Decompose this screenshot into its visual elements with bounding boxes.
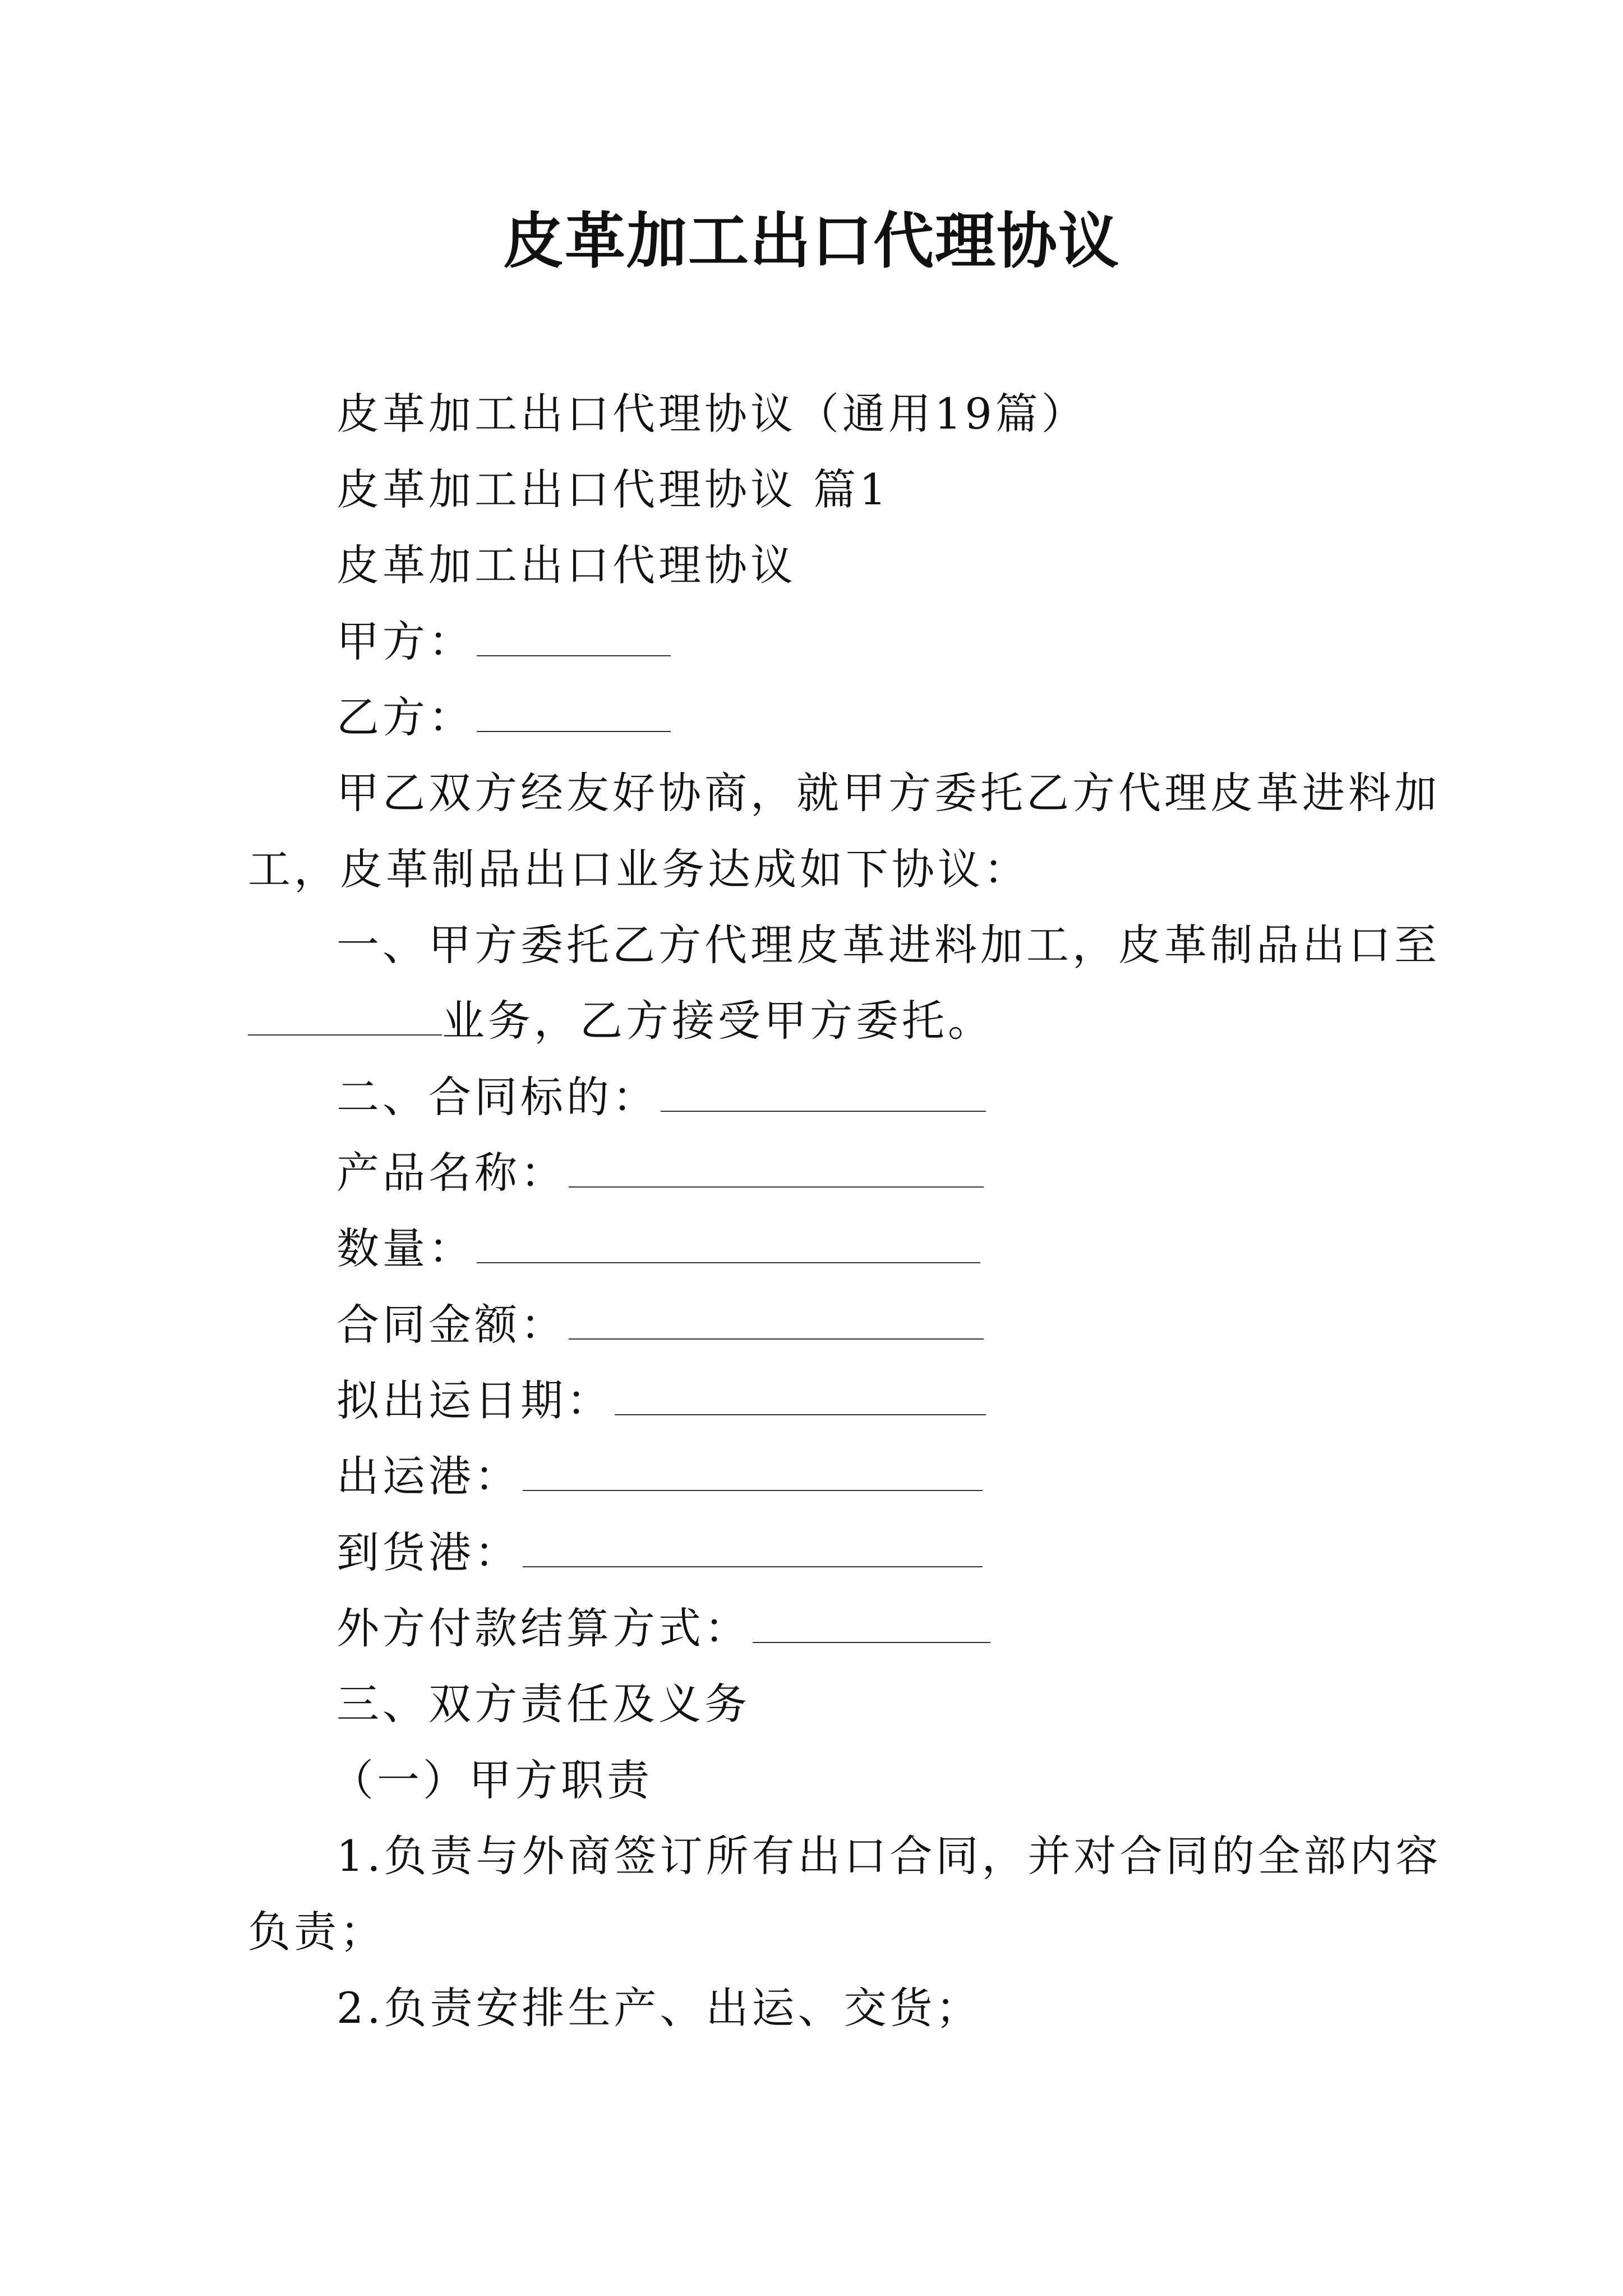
payment-method-line xyxy=(336,1600,990,1657)
port-of-arrival-label: 到货港： xyxy=(336,1527,520,1577)
shipping-date-blank xyxy=(615,1378,986,1415)
agreement-name: 皮革加工出口代理协议 xyxy=(336,540,796,590)
party-a-label: 甲方： xyxy=(336,616,474,666)
payment-method-blank xyxy=(753,1606,990,1643)
paragraph-line: 工，皮革制品出口业务达成如下协议： xyxy=(248,844,1030,894)
product-name-blank xyxy=(569,1151,984,1188)
shipping-date-line xyxy=(336,1373,986,1429)
list-item: 1.负责与外商签订所有出口合同，并对合同的全部内容 xyxy=(336,1831,1442,1881)
payment-method-label: 外方付款结算方式： xyxy=(336,1603,750,1653)
contract-subject-line xyxy=(336,1069,986,1125)
quantity-blank xyxy=(477,1226,980,1263)
paragraph-line: 一、甲方委托乙方代理皮革进料加工，皮革制品出口至 xyxy=(336,920,1440,970)
party-b-label: 乙方： xyxy=(336,692,474,742)
contract-subject-label: 二、合同标的： xyxy=(336,1072,658,1122)
quantity-line xyxy=(336,1221,980,1277)
party-b-blank xyxy=(477,695,671,732)
contract-amount-blank xyxy=(569,1303,984,1340)
port-of-shipment-line xyxy=(336,1448,983,1504)
port-of-arrival-line xyxy=(336,1525,983,1581)
list-item: 2.负责安排生产、出运、交货； xyxy=(336,1983,982,2033)
section-heading: 皮革加工出口代理协议 篇1 xyxy=(336,464,890,514)
destination-line xyxy=(248,993,994,1049)
destination-blank xyxy=(248,999,442,1036)
party-b-line xyxy=(336,689,671,746)
party-a-blank xyxy=(477,619,671,656)
contract-subject-blank xyxy=(661,1075,986,1112)
product-name-label: 产品名称： xyxy=(336,1148,566,1198)
section-heading: 三、双方责任及义务 xyxy=(336,1679,750,1729)
port-of-shipment-blank xyxy=(523,1454,983,1491)
party-a-line xyxy=(336,614,671,670)
product-name-line xyxy=(336,1145,984,1201)
quantity-label: 数量： xyxy=(336,1223,474,1273)
subsection-heading: （一）甲方职责 xyxy=(331,1755,653,1805)
port-of-arrival-blank xyxy=(523,1530,983,1567)
destination-text: 业务，乙方接受甲方委托。 xyxy=(442,996,994,1046)
contract-amount-label: 合同金额： xyxy=(336,1300,566,1350)
port-of-shipment-label: 出运港： xyxy=(336,1451,520,1501)
shipping-date-label: 拟出运日期： xyxy=(336,1375,612,1425)
list-item-continuation: 负责； xyxy=(248,1907,386,1957)
document-title: 皮革加工出口代理协议 xyxy=(502,206,1120,277)
subtitle-line: 皮革加工出口代理协议（通用19篇） xyxy=(336,389,1087,439)
contract-amount-line xyxy=(336,1297,984,1353)
paragraph-line: 甲乙双方经友好协商，就甲方委托乙方代理皮革进料加 xyxy=(336,768,1440,818)
